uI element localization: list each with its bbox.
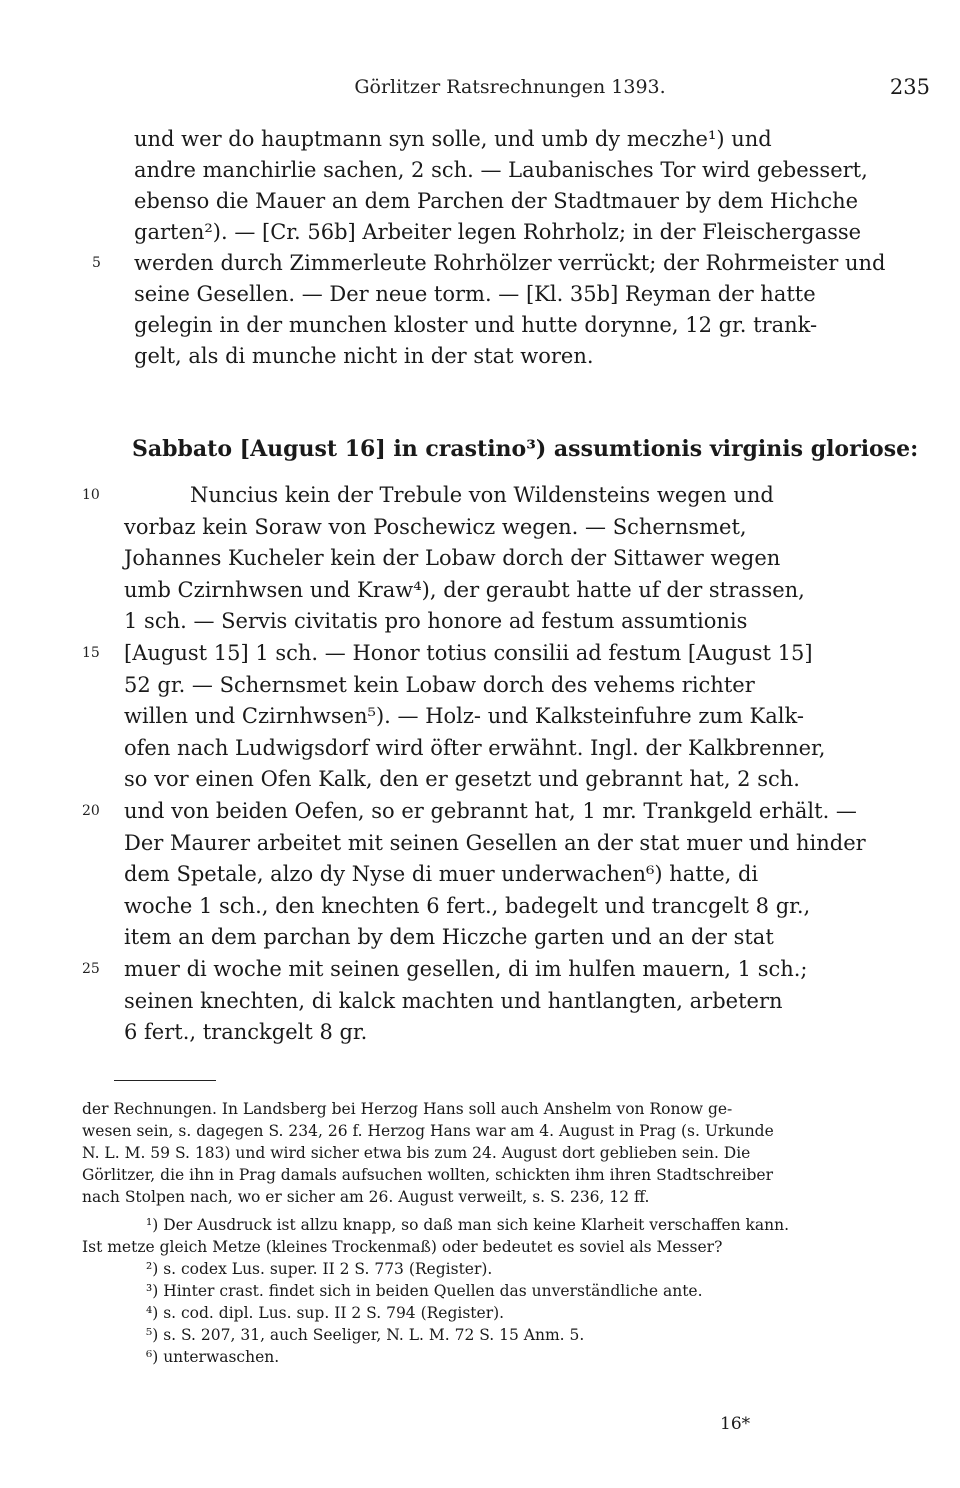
line-text: werden durch Zimmerleute Rohrhölzer verrückt; der Rohrmeister und bbox=[134, 251, 886, 275]
footnote-line: ⁵) s. S. 207, 31, auch Seeliger, N. L. M. 72 S. 15 Anm. 5. bbox=[146, 1326, 585, 1344]
line-text: ebenso die Mauer an dem Parchen der Stadtmauer by dem Hichche bbox=[134, 189, 859, 213]
text-line bbox=[82, 796, 914, 828]
line-text: Johannes Kucheler kein der Lobaw dorch der Sittawer wegen bbox=[124, 546, 781, 571]
footnote-line: ³) Hinter crast. findet sich in beiden Quellen das unverständliche ante. bbox=[146, 1282, 703, 1300]
footnote-line: ⁴) s. cod. dipl. Lus. sup. II 2 S. 794 (Register). bbox=[146, 1304, 505, 1322]
text-line bbox=[82, 638, 914, 670]
text-line bbox=[134, 341, 920, 372]
signature-mark: 16* bbox=[720, 1414, 751, 1434]
line-text: garten²). — [Cr. 56b] Arbeiter legen Rohrholz; in der Fleischergasse bbox=[134, 220, 862, 244]
line-text: Der Maurer arbeitet mit seinen Gesellen an der stat muer und hinder bbox=[124, 830, 866, 855]
footnote-carryover-line: Görlitzer, die ihn in Prag damals aufsuchen wollten, schickten ihm ihren Stadtschreiber bbox=[82, 1166, 773, 1184]
line-number: 25 bbox=[82, 960, 100, 977]
text-line bbox=[92, 248, 920, 279]
body-text-section-1 bbox=[92, 124, 920, 372]
footnote-carryover-line: nach Stolpen nach, wo er sicher am 26. August verweilt, s. S. 236, 12 ff. bbox=[82, 1188, 650, 1206]
text-line bbox=[124, 606, 914, 638]
footnote-line: ¹) Der Ausdruck ist allzu knapp, so daß man sich keine Klarheit verschaffen kann. bbox=[146, 1216, 790, 1234]
footnote-line: ⁶) unterwaschen. bbox=[146, 1348, 280, 1366]
text-line bbox=[124, 764, 914, 796]
text-line bbox=[124, 701, 914, 733]
line-text: woche 1 sch., den knechten 6 fert., badegelt und trancgelt 8 gr., bbox=[124, 893, 811, 918]
text-line bbox=[124, 670, 914, 702]
line-text: [August 15] 1 sch. — Honor totius consilii ad festum [August 15] bbox=[124, 640, 813, 665]
text-line bbox=[124, 859, 914, 891]
line-text: seine Gesellen. — Der neue torm. — [Kl. 35b] Reyman der hatte bbox=[134, 282, 816, 306]
running-title: Görlitzer Ratsrechnungen 1393. bbox=[354, 76, 666, 98]
running-head bbox=[0, 72, 960, 106]
line-number: 5 bbox=[92, 255, 101, 271]
text-line bbox=[124, 922, 914, 954]
text-line bbox=[124, 891, 914, 923]
body-text-section-2 bbox=[82, 480, 914, 1049]
line-number: 20 bbox=[82, 802, 100, 819]
footnote-carryover-line: wesen sein, s. dagegen S. 234, 26 f. Herzog Hans war am 4. August in Prag (s. Urkunde bbox=[82, 1122, 774, 1140]
text-line bbox=[134, 279, 920, 310]
text-line bbox=[134, 124, 920, 155]
line-text: gelegin in der munchen kloster und hutte dorynne, 12 gr. trank- bbox=[134, 313, 818, 337]
footnote-separator bbox=[114, 1080, 216, 1081]
line-text: umb Czirnhwsen und Kraw⁴), der geraubt hatte uf der strassen, bbox=[124, 577, 805, 602]
text-line bbox=[124, 986, 914, 1018]
text-line bbox=[134, 217, 920, 248]
footnotes bbox=[82, 1098, 904, 1368]
line-text: 1 sch. — Servis civitatis pro honore ad festum assumtionis bbox=[124, 609, 748, 634]
line-text: ofen nach Ludwigsdorf wird öfter erwähnt. Ingl. der Kalkbrenner, bbox=[124, 735, 826, 760]
line-text: item an dem parchan by dem Hiczche garten und an der stat bbox=[124, 925, 774, 950]
line-number: 15 bbox=[82, 644, 100, 661]
text-line bbox=[124, 512, 914, 544]
footnote-carryover-line: der Rechnungen. In Landsberg bei Herzog Hans soll auch Anshelm von Ronow ge- bbox=[82, 1100, 733, 1118]
line-text: andre manchirlie sachen, 2 sch. — Laubanisches Tor wird gebessert, bbox=[134, 158, 868, 182]
line-text: seinen knechten, di kalck machten und hantlangten, arbetern bbox=[124, 988, 783, 1013]
footnote-carryover-line: N. L. M. 59 S. 183) und wird sicher etwa bis zum 24. August dort geblieben sein. Die bbox=[82, 1144, 751, 1162]
line-text: vorbaz kein Soraw von Poschewicz wegen. — Schernsmet, bbox=[124, 514, 747, 539]
line-text: gelt, als di munche nicht in der stat woren. bbox=[134, 344, 594, 368]
line-text: und von beiden Oefen, so er gebrannt hat, 1 mr. Trankgeld erhält. — bbox=[124, 798, 857, 823]
text-line bbox=[124, 543, 914, 575]
line-number: 10 bbox=[82, 487, 100, 503]
line-text: 6 fert., tranckgelt 8 gr. bbox=[124, 1020, 368, 1045]
line-text: willen und Czirnhwsen⁵). — Holz- und Kalksteinfuhre zum Kalk- bbox=[124, 704, 804, 729]
footnote-line: Ist metze gleich Metze (kleines Trockenmaß) oder bedeutet es soviel als Messer? bbox=[82, 1238, 723, 1256]
section-heading: Sabbato [August 16] in crastino³) assumtionis virginis gloriose: bbox=[132, 436, 919, 462]
line-text: muer di woche mit seinen gesellen, di im hulfen mauern, 1 sch.; bbox=[124, 956, 808, 981]
line-text: Nuncius kein der Trebule von Wildensteins wegen und bbox=[190, 483, 774, 507]
text-line bbox=[134, 186, 920, 217]
text-line bbox=[124, 1017, 914, 1049]
text-line bbox=[82, 480, 914, 512]
footnote-line: ²) s. codex Lus. super. II 2 S. 773 (Register). bbox=[146, 1260, 493, 1278]
line-text: dem Spetale, alzo dy Nyse di muer underwachen⁶) hatte, di bbox=[124, 862, 759, 887]
text-line bbox=[124, 733, 914, 765]
line-text: 52 gr. — Schernsmet kein Lobaw dorch des vehems richter bbox=[124, 672, 755, 697]
text-line bbox=[134, 310, 920, 341]
text-line bbox=[82, 954, 914, 986]
page-number: 235 bbox=[889, 75, 930, 99]
line-text: so vor einen Ofen Kalk, den er gesetzt und gebrannt hat, 2 sch. bbox=[124, 767, 800, 792]
text-line bbox=[124, 575, 914, 607]
text-line bbox=[124, 828, 914, 860]
line-text: und wer do hauptmann syn solle, und umb dy meczhe¹) und bbox=[134, 127, 772, 151]
text-line bbox=[134, 155, 920, 186]
